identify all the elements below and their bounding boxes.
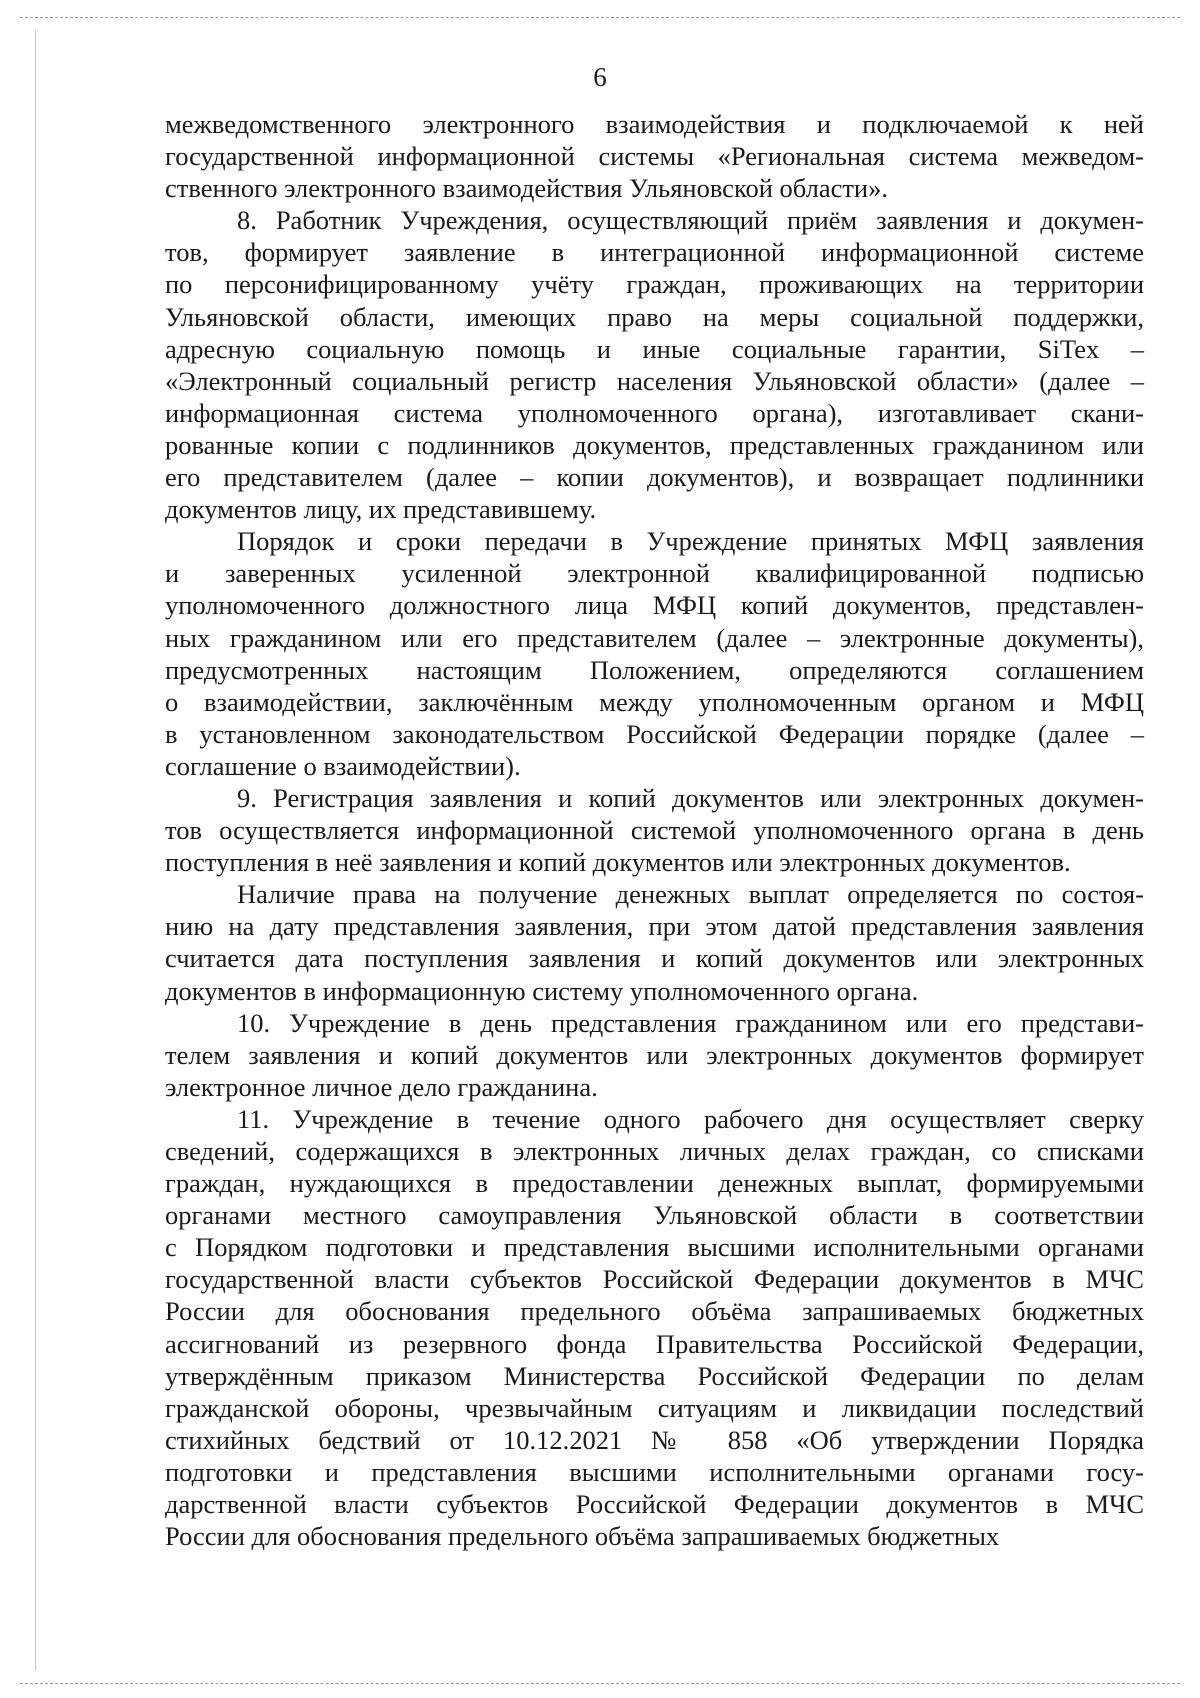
text-line: государственной власти субъектов Российской Федерации документов в МЧС	[165, 1264, 1144, 1295]
text-line: дарственной власти субъектов Российской Федерации документов в МЧС	[165, 1489, 1144, 1520]
text-line: «Электронный социальный регистр населения Ульяновской области» (далее –	[165, 365, 1144, 396]
text-line: 10. Учреждение в день представления гражданином или его представи-	[237, 1007, 1144, 1038]
text-line: Наличие права на получение денежных выплат определяется по состоя-	[237, 879, 1144, 910]
text-line: адресную социальную помощь и иные социальные гарантии, SiTex –	[165, 333, 1144, 364]
text-line: ассигнований из резервного фонда Правительства Российской Федерации,	[165, 1328, 1144, 1359]
text-line: России для обоснования предельного объёма запрашиваемых бюджетных	[165, 1521, 1000, 1552]
text-line: с Порядком подготовки и представления высшими исполнительными органами	[165, 1232, 1144, 1263]
text-line: поступления в неё заявления и копий документов или электронных документов.	[165, 847, 1071, 878]
text-line: тов осуществляется информационной системой уполномоченного органа в день	[165, 815, 1144, 846]
paragraph	[165, 1007, 1144, 1103]
text-line: нию на дату представления заявления, при этом датой представления заявления	[165, 911, 1144, 942]
paragraph	[165, 782, 1144, 878]
text-line: 8. Работник Учреждения, осуществляющий приём заявления и докумен-	[237, 205, 1144, 236]
text-line: информационная система уполномоченного органа), изготавливает скани-	[165, 397, 1144, 428]
text-line: по персонифицированному учёту граждан, проживающих на территории	[165, 269, 1144, 300]
paragraph	[165, 1103, 1144, 1552]
scan-edge-bottom	[20, 1683, 1180, 1684]
text-line: документов лицу, их представившему.	[165, 494, 597, 525]
text-line: документов в информационную систему уполномоченного органа.	[165, 975, 919, 1006]
text-line: предусмотренных настоящим Положением, определяются соглашением	[165, 654, 1144, 685]
text-line: электронное личное дело гражданина.	[165, 1071, 598, 1102]
text-line: телем заявления и копий документов или электронных документов формирует	[165, 1039, 1144, 1070]
text-line: межведомственного электронного взаимодействия и подключаемой к ней	[165, 109, 1144, 139]
text-line: Порядок и сроки передачи в Учреждение принятых МФЦ заявления	[237, 526, 1144, 557]
text-line: соглашение о взаимодействии).	[165, 750, 521, 781]
text-line: Ульяновской области, имеющих право на меры социальной поддержки,	[165, 301, 1144, 332]
text-line: тов, формирует заявление в интеграционной информационной системе	[165, 237, 1144, 268]
text-line: в установленном законодательством Российской Федерации порядке (далее –	[165, 718, 1144, 749]
text-line: органами местного самоуправления Ульяновской области в соответствии	[165, 1200, 1144, 1231]
text-line: о взаимодействии, заключённым между уполномоченным органом и МФЦ	[165, 686, 1144, 717]
text-line: утверждённым приказом Министерства Российской Федерации по делам	[165, 1360, 1144, 1391]
text-line: подготовки и представления высшими исполнительными органами госу-	[165, 1456, 1144, 1487]
text-line: ственного электронного взаимодействия Ульяновской области».	[165, 173, 888, 204]
text-line: государственной информационной системы «Региональная система межведом-	[165, 141, 1144, 172]
text-line: гражданской обороны, чрезвычайным ситуациям и ликвидации последствий	[165, 1392, 1144, 1423]
paragraph	[165, 204, 1144, 525]
text-line: 11. Учреждение в течение одного рабочего дня осуществляет сверку	[237, 1103, 1144, 1134]
scan-edge-top	[20, 17, 1180, 18]
page-number: 6	[593, 62, 607, 92]
text-line: считается дата поступления заявления и копий документов или электронных	[165, 943, 1144, 974]
paragraph	[165, 108, 1144, 204]
text-line: России для обоснования предельного объёма запрашиваемых бюджетных	[165, 1296, 1144, 1327]
text-line: стихийных бедствий от 10.12.2021 № 858 «Об утверждении Порядка	[165, 1424, 1144, 1455]
text-line: граждан, нуждающихся в предоставлении денежных выплат, формируемыми	[165, 1168, 1144, 1199]
text-line: его представителем (далее – копии документов), и возвращает подлинники	[165, 462, 1144, 493]
paragraph	[165, 525, 1144, 782]
text-line: ных гражданином или его представителем (далее – электронные документы),	[165, 622, 1144, 653]
text-line: рованные копии с подлинников документов, представленных гражданином или	[165, 429, 1144, 460]
document-body	[165, 108, 1144, 1552]
text-line: уполномоченного должностного лица МФЦ копий документов, представлен-	[165, 590, 1144, 621]
text-line: и заверенных усиленной электронной квалифицированной подписью	[165, 558, 1144, 589]
paragraph	[165, 878, 1144, 1006]
scan-edge-left	[35, 30, 36, 1670]
text-line: 9. Регистрация заявления и копий документов или электронных докумен-	[237, 782, 1144, 813]
text-line: сведений, содержащихся в электронных личных делах граждан, со списками	[165, 1136, 1144, 1166]
